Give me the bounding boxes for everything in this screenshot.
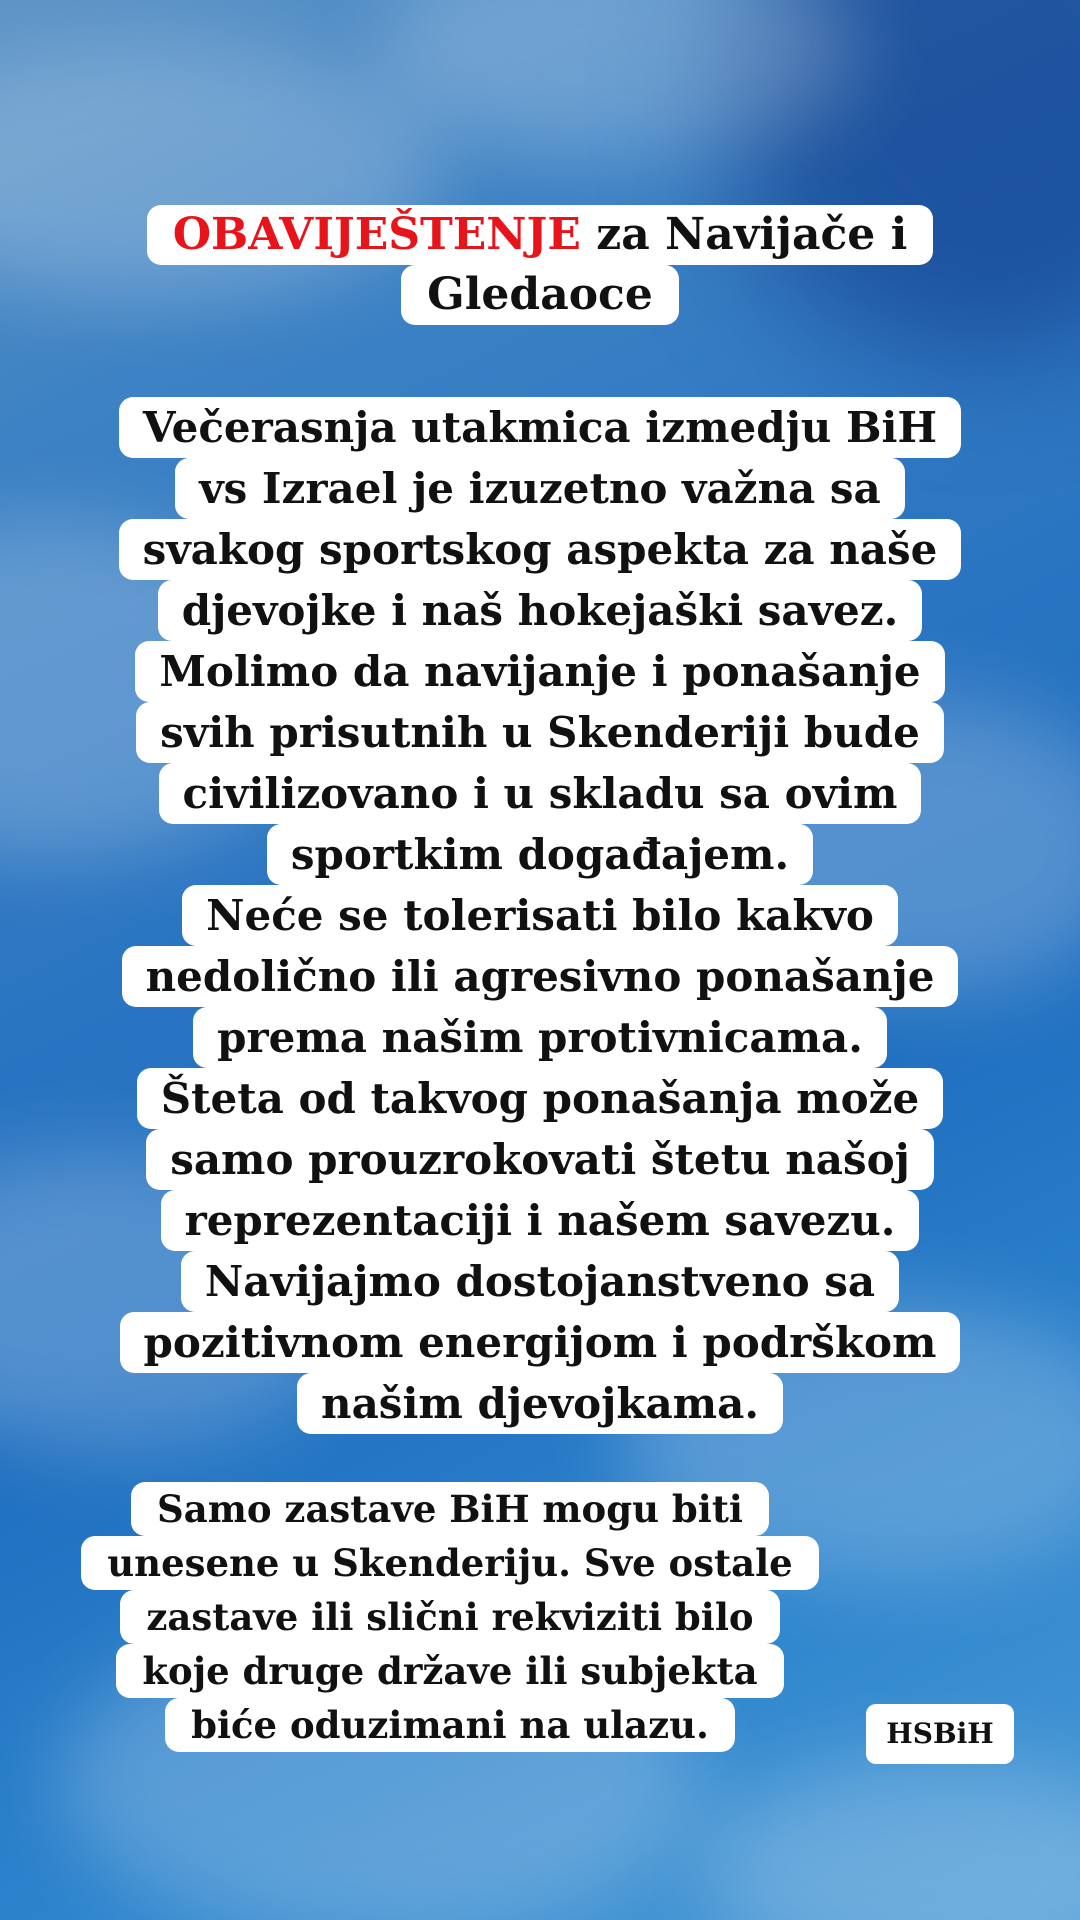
body-line: civilizovano i u skladu sa ovim [159, 763, 922, 824]
announcement-body [0, 397, 1080, 1434]
notice-line: koje druge države ili subjekta [116, 1644, 783, 1698]
body-line: Navijajmo dostojanstveno sa [181, 1251, 899, 1312]
body-line: reprezentaciji i našem savezu. [161, 1190, 920, 1251]
notice-line: unesene u Skenderiju. Sve ostale [81, 1536, 818, 1590]
title-rest: za Navijače i [580, 209, 908, 260]
body-line: Neće se tolerisati bilo kakvo [182, 885, 898, 946]
body-line: svakog sportskog aspekta za naše [119, 519, 962, 580]
notice-line: Samo zastave BiH mogu biti [131, 1482, 769, 1536]
title-line-1 [147, 205, 934, 265]
body-line: Šteta od takvog ponašanja može [137, 1068, 943, 1129]
notice-line: zastave ili slični rekviziti bilo [120, 1590, 779, 1644]
signature-badge: HSBiH [866, 1704, 1014, 1764]
title-line-2: Gledaoce [401, 265, 679, 325]
announcement-title [0, 205, 1080, 325]
flag-notice [56, 1482, 844, 1752]
body-line: vs Izrael je izuzetno važna sa [175, 458, 905, 519]
body-line: Molimo da navijanje i ponašanje [135, 641, 944, 702]
body-line: svih prisutnih u Skenderiji bude [136, 702, 944, 763]
body-line: pozitivnom energijom i podrškom [120, 1312, 961, 1373]
title-highlight: OBAVIJEŠTENJE [172, 209, 581, 260]
body-line: sportkim događajem. [267, 824, 813, 885]
body-line: nedolično ili agresivno ponašanje [122, 946, 959, 1007]
body-line: djevojke i naš hokejaški savez. [158, 580, 923, 641]
body-line: Večerasnja utakmica izmedju BiH [119, 397, 961, 458]
body-line: našim djevojkama. [297, 1373, 783, 1434]
body-line: prema našim protivnicama. [193, 1007, 887, 1068]
body-line: samo prouzrokovati štetu našoj [146, 1129, 934, 1190]
notice-line: biće oduzimani na ulazu. [165, 1698, 735, 1752]
